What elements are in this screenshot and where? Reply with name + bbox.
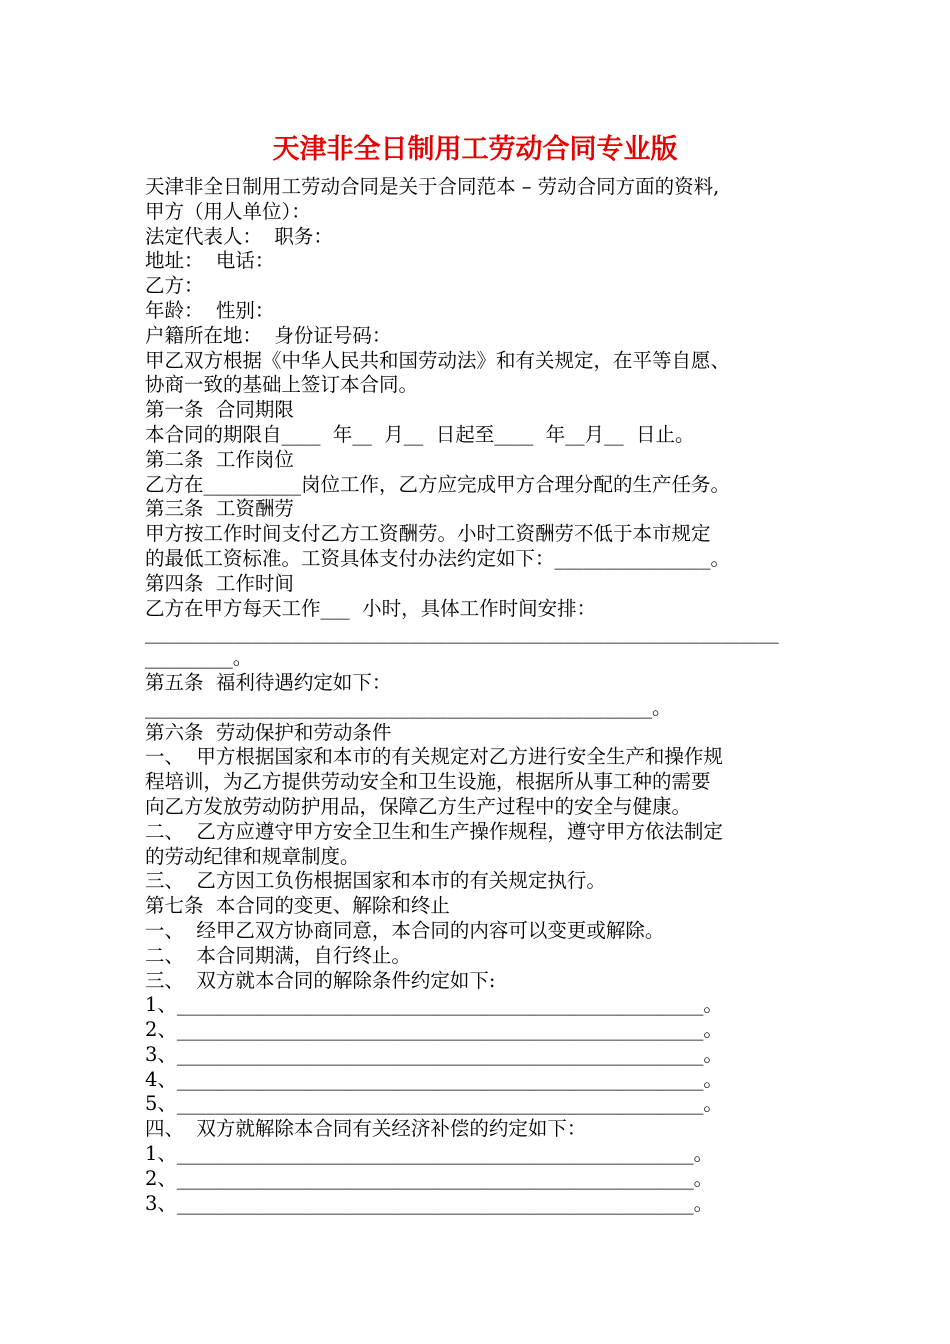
document-line: 1、_____________________________________________________。: [145, 1142, 714, 1166]
document-line: 第三条 工资酬劳: [145, 497, 294, 521]
document-line: 1、______________________________________________________。: [145, 993, 723, 1017]
document-line: 的劳动纪律和规章制度。: [145, 844, 360, 868]
document-line: 第四条 工作时间: [145, 571, 294, 595]
document-line: 3、_____________________________________________________。: [145, 1191, 714, 1215]
document-line: 乙方：: [145, 274, 204, 298]
document-line: 二、 乙方应遵守甲方安全卫生和生产操作规程，遵守甲方依法制定: [145, 819, 723, 843]
document-line: 4、______________________________________________________。: [145, 1067, 723, 1091]
document-line: _________________________________________________________________: [145, 621, 779, 645]
document-line: 5、______________________________________________________。: [145, 1092, 723, 1116]
document-line: 乙方在__________岗位工作，乙方应完成甲方合理分配的生产任务。: [145, 472, 731, 496]
document-line: 本合同的期限自____ 年__ 月__ 日起至____ 年__月__ 日止。: [145, 422, 695, 446]
document-line: 第七条 本合同的变更、解除和终止: [145, 894, 450, 918]
document-line: 协商一致的基础上签订本合同。: [145, 373, 419, 397]
document-line: ____________________________________________________。: [145, 695, 672, 719]
document-line: 三、 双方就本合同的解除条件约定如下:: [145, 968, 496, 992]
document-line: 甲方（用人单位）：: [145, 199, 311, 223]
document-line: 二、 本合同期满，自行终止。: [145, 943, 411, 967]
document-line: 三、 乙方因工负伤根据国家和本市的有关规定执行。: [145, 869, 606, 893]
document-title: 天津非全日制用工劳动合同专业版: [272, 134, 678, 165]
document-line: 第六条 劳动保护和劳动条件: [145, 720, 392, 744]
document-line: 第二条 工作岗位: [145, 447, 294, 471]
document-line: 地址： 电话：: [145, 249, 275, 273]
document-line: 的最低工资标准。工资具体支付办法约定如下：________________。: [145, 546, 731, 570]
document-line: 甲方按工作时间支付乙方工资酬劳。小时工资酬劳不低于本市规定: [145, 522, 711, 546]
document-line: 天津非全日制用工劳动合同是关于合同范本 – 劳动合同方面的资料,: [145, 175, 720, 198]
document-line: 一、 甲方根据国家和本市的有关规定对乙方进行安全生产和操作规: [145, 745, 723, 769]
document-line: 3、______________________________________________________。: [145, 1042, 723, 1066]
document-body: [145, 175, 815, 1216]
document-line: 甲乙双方根据《中华人民共和国劳动法》和有关规定，在平等自愿、: [145, 348, 731, 372]
document-line: 户籍所在地： 身份证号码：: [145, 323, 392, 347]
document-line: 一、 经甲乙双方协商同意，本合同的内容可以变更或解除。: [145, 918, 665, 942]
document-line: 乙方在甲方每天工作___ 小时，具体工作时间安排：: [145, 596, 597, 620]
document-line: 第一条 合同期限: [145, 398, 294, 422]
document-line: 向乙方发放劳动防护用品，保障乙方生产过程中的安全与健康。: [145, 794, 692, 818]
document-line: 2、______________________________________________________。: [145, 1018, 723, 1042]
document-line: 法定代表人： 职务：: [145, 224, 333, 248]
document-line: 四、 双方就解除本合同有关经济补偿的约定如下：: [145, 1117, 587, 1141]
document-line: 第五条 福利待遇约定如下：: [145, 670, 392, 694]
document-line: 年龄： 性别：: [145, 298, 275, 322]
document-line: 程培训，为乙方提供劳动安全和卫生设施，根据所从事工种的需要: [145, 770, 711, 794]
document-line: _________。: [145, 646, 253, 670]
document-line: 2、_____________________________________________________。: [145, 1166, 714, 1190]
